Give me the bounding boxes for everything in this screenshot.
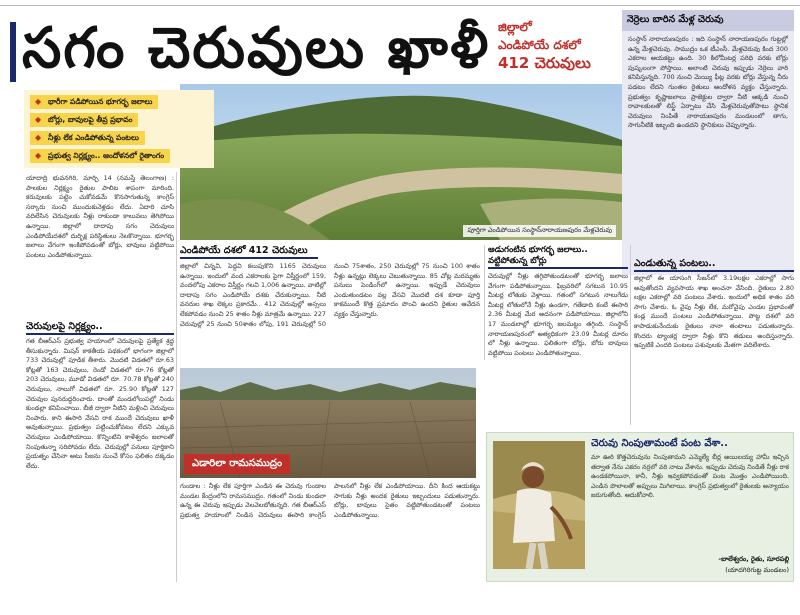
page-headline: సగం చెరువులు ఖాళీ [22, 16, 491, 81]
farmer-photo-image [493, 441, 585, 569]
dry-lake-photo-image [180, 84, 622, 240]
groundwater-title-text: అడుగంటిన భూగర్భ జలాలు.. వట్టిపోతున్న బోర్లు [488, 245, 628, 269]
deck-line-2: ఎండిపోయే దశలో [498, 38, 581, 52]
section-title-crops: ఎండుతున్న పంటలు.. [634, 258, 794, 272]
section-title-412: ఎండిపోయే దశలో 412 చెరువులు [180, 245, 318, 259]
highlight-1: ◆ భారీగా పడిపోయిన భూగర్భ జలాలు [30, 95, 158, 109]
farmer-place: (యాదగిరిగుట్ట మండలం) [725, 566, 789, 574]
main-photo-dry-lake [180, 84, 622, 240]
ramasamudram-report: గుండాల : నీళ్లు లేక పూర్తిగా ఎండిన ఈ చెరువు గుండాల మండల కేంద్రంలోని రామసముద్రం. గతంలో నిండు కుండలా ఉన్న ఈ చెరువు ఇప్పుడు వెలవెలబోతున్నది. గత బీఆర్ఎస్ ప్రభుత్వ హయాంలో నిండిన చెరువులు ఈసారి కాంగ్రెస్ పాలనలో నీళ్లు లేక ఎండిపోయాయి. దీని కింద ఆయకట్టు సాగుకు నీళ్లు అందక రైతులు ఇబ్బందులు పడుతున్నారు. బోర్లు, బావులు సైతం వట్టిపోతుండటంతో పంటలు ఎండిపోతున్నాయి. [180, 482, 480, 519]
farmer-box-title: చెరువు నింపుతామంటే పంట వేశా.. [591, 438, 728, 449]
farmer-box-body: మా ఊరి కొత్తచెరువును నింపుతామని ఎమ్మెల్యే బీర్ల అయిలయ్య హామీ ఇచ్చిన తర్వాత నేను ఎకరం నర్రలో వరి నాటు వేశాను. ఇప్పుడు చెరువు నిండితే నీళ్లు రాక ఉండకపోయినా, కానీ, నీళ్లు ఇవ్వకపోవడంతో పంట మొత్తం ఎండిపోయింది. ఎండిన పొలాలతో అప్పులు మిగిలాయి. కాంగ్రెస్ ప్రభుత్వంలో రైతులకు అన్యాయం జరుగుతోంది. ఆదుకోవాలి. [591, 453, 789, 500]
sidebar-body: సంస్థాన్ నారాయణపురం : ఇది సంస్థాన్ నారాయణపురం గుట్టల్లో ఉన్న మేళ్లచెరువు. సాముద్రం ఒక టీఎంసీ. మేళ్లచెరువు కింద 300 ఎకరాల ఆయకట్టు ఉంది. 30 కిలోమీటర్ల పరిధి వరకు బోర్లు పుష్కలంగా పోస్తాయి. అలాంటి చెరువు ఇప్పుడు నెర్రెలు వారి కనిపిస్తున్నది. 700 నుంచి మెయ్యి ఫీట్ల వరకు బోర్లు వేస్తున్న నీరు పడటం లేదని గుంతల రైతులు ఆందోళన వ్యక్తం చేస్తున్నారు. ప్రభుత్వం కృష్ణాజలాలు ప్రాజెక్టుల ద్వారా నీటి ఆక్కడి నుంచి రావాలకులతో లిఫ్ట్ ఏర్పాటు చేసి మేళ్లచెరువుతోపాటు స్థానిక చెరువులు నింపితే నారాయణపురం మండలంలో తాగు, సాగునీటికి ఇబ్బంది ఉండదని స్థానికులు చెప్పున్నారు. [628, 35, 788, 130]
highlight-4: ◆ ప్రభుత్వ నిర్లక్ష్యం.. ఆందోళనలో రైతాంగం [30, 149, 170, 163]
photo1-caption: పూర్తిగా ఎండిపోయిన సంస్థాన్‌నారాయణపురం మేళ్లచెరువు [463, 225, 616, 237]
section-body-neglect: గత బీఆర్ఎస్ ప్రభుత్వ హయాంలో చెరువులపై ప్రత్యేక శ్రద్ధ తీసుకున్నారు. మిషన్ కాకతీయ పథకంలో భాగంగా జిల్లాలో 733 చెరువుల్లో పూడిక తీశారు. మొదటి విడతలో రూ.63 కోట్లతో 163 చెరువులు, రెండో విడతలో రూ.76 కోట్లతో 203 చెరువులు, మూడో విడతలో రూ. 70.78 కోట్లతో 240 చెరువులు, నాలుగో విడతలో రూ. 25.90 కోట్లతో 127 చెరువుల పునరుద్ధరించారు. దాంతో మండలోలుపల్లో నిండు కుండల్లా కనిపించాయి. బీజీ ద్వారా నీటిని మళ్లించి చెరువులు నింపారు. కాని ఈసారి వేసవి రాక ముందే చెరువులు ఖాళీ అవుతున్నాయి. ప్రభుత్వం పట్టించుకోవటం లేదని ఎక్కువ చెరువులు ఎండిపోయాయి. కొన్నింటిని కాళేశ్వరం జలాలతో నింపుతున్నా సరిపోవడం లేదు. చెరువుల్లో పనులు పూర్తికాని ప్రయత్నం చేసినా అటు సీజను నుంచే కోసం ఫలితం దక్కడం లేదు. [26, 337, 174, 470]
photo2-caption: ఎడారిలా రామసముద్రం [184, 454, 290, 474]
sidebar-title: నెర్రెలు బారిన మేళ్ల చెరువు [622, 10, 794, 31]
sidebar-box [622, 10, 794, 275]
section-body-groundwater: చెరువుల్లో నీళ్లు తగ్గిపోతుండటంతో భూగర్భ జలాలు వేగంగా పడిపోతున్నాయి. ఫిబ్రవరిలో సగటున 10.95 మీటర్ల లోతుకు వెళ్లాయి. గతంలో సగటున నాలుగేడు మీటర్ల లోతులోనే నీళ్లు ఉండగా, గతేడాది కంటే ఈసారి 2.36 మీటర్ల మేర అదనంగా పడిపోయాయి. జిల్లాలోని 17 మండలాల్లో భూగర్భ జలమట్టం తగ్గింది. సంస్థాన్ నారాయణపురంలో అత్యధికంగా 23.09 మీటర్ల దూరం లో నీళ్లు ఉన్నాయి. ఫలితంగా బోర్లు, బోరు బావులు వట్టిపోయి పంటలు ఎండిపోతున్నాయి. [488, 272, 628, 357]
section-title-neglect: చెరువులపై నిర్లక్ష్యం.. [26, 321, 174, 335]
section-title-groundwater [488, 245, 628, 269]
headline-accent-bar [10, 22, 16, 82]
intro-text: యాదాద్రి భువనగిరి, మార్చి 14 (నమస్తే తెలంగాణ) : పాలకుల నిర్లక్ష్యం రైతుల పాలిట శాపంగా మారింది. కరువులకు పట్టెం చుకోవడమే కొనసాగుతున్న కాంగ్రెస్ సర్కారు నుంచి ముందుకువెళ్లడం లేదు. ఏదారి చూసి వదిలేసిన చెరువులకు నీళ్లు రాకుండా కాలువలు తెగిపోయి ఉన్నాయి. జిల్లాలో దాదాపు సగం చెరువులు ఎండిపోయేదశలో దుర్భిక్ష పరిస్థితులు నెలకొన్నాయి. భూగర్భ జలాలు వేగంగా ఇంకిపోవడంతో బోర్లు, బావులు వట్టిపోయి పంటలు ఎండిపోతున్నాయి. [26, 174, 174, 259]
page-top-rule [0, 0, 800, 6]
highlight-2: ◆ బోర్లు, బావులపై తీవ్ర ప్రభావం [30, 113, 138, 127]
section-body-crops: జిల్లాలో ఈ యాసంగి సీజన్‌లో 3.19లక్షల ఎకరాల్లో సాగు అవుతోందని వ్యవసాయ శాఖ అంచనా వేసింది. రైతులు 2.80 లక్షల ఎకరాల్లో వరి పంటలు వేశారు. ఇందులో అధిక శాతం వరి సాగు చేశారు. ఓ వైపు నీళ్లు లేక, మరోవైపు ఎండల ప్రభావంతో కండ్ల ముందే పంటలు ఎండిపోతున్నాయి. పొట్ట దశలో వరి కాపాడుకునేందుకు రైతులు నానా తంటాలు పడుతున్నారు. కొందరు ట్యాంకర్ల ద్వారా నీళ్లు కొని తడులు అందిస్తున్నారు. ఇప్పటికే ఎందరి పంటలు పశువులకు మేతగా వదిలేశారు. [634, 274, 794, 350]
column-rule-1 [176, 172, 177, 582]
column-rule-3 [630, 245, 631, 425]
highlight-3: ◆ నీళ్లు లేక ఎండిపోతున్న పంటలు [30, 131, 145, 145]
photo-ramasamudram [180, 368, 476, 478]
farmer-signature: -బాలేశ్వరం, రైతు, సూరపల్లి [718, 555, 789, 563]
section-body-412: జిల్లాలో చిన్నవి, పెద్దవి కలుపుకొని 1165 చెరువులు ఉన్నాయి. ఇందులో వంద ఎకరాలకు పైగా విస్తీర్ణంలో 159, వందలోపు ఎకరాల విస్తీర్ణం గలవి 1,006 ఉన్నాయి. వాటిల్లో దాదాపు సగం ఎండిపోయే దశకు చేరుకున్నాయి. నీటి వనరుల శాఖ లెక్కల ప్రకారమే.. 412 చెరువుల్లో అస్సలు లేకపోవడం నుంచి 25 శాతం నీళ్లు మాత్రమే ఉన్నాయి. 227 చెరువుల్లో 25 నుంచి 50శాతం లోపు, 191 చెరువుల్లో 50 నుంచి 75శాతం, 250 చెరువుల్లో 75 నుంచి 100 శాతం నీళ్లు ఉన్నట్లు లెక్కలు చెబుతున్నాయి. 85 చోట్ల మరమ్మతు పనులు పెండింగ్‌లో ఉన్నాయి. ఇప్పుడే చెరువులు ఎండుతుండటం వల్ల వేసవి మొదటి దశ కూడా పూర్తి కాకముందే కొత్త ప్రమాదం పొంచి ఉందని రైతుల ఆవేదన వ్యక్తం చేస్తున్నారు. [180, 262, 480, 328]
farmer-quote-box [486, 432, 794, 582]
deck-line-1: జిల్లాలో [498, 20, 532, 34]
deck-line-3: 412 చెరువులు [498, 54, 591, 72]
column-rule-2 [484, 245, 485, 360]
